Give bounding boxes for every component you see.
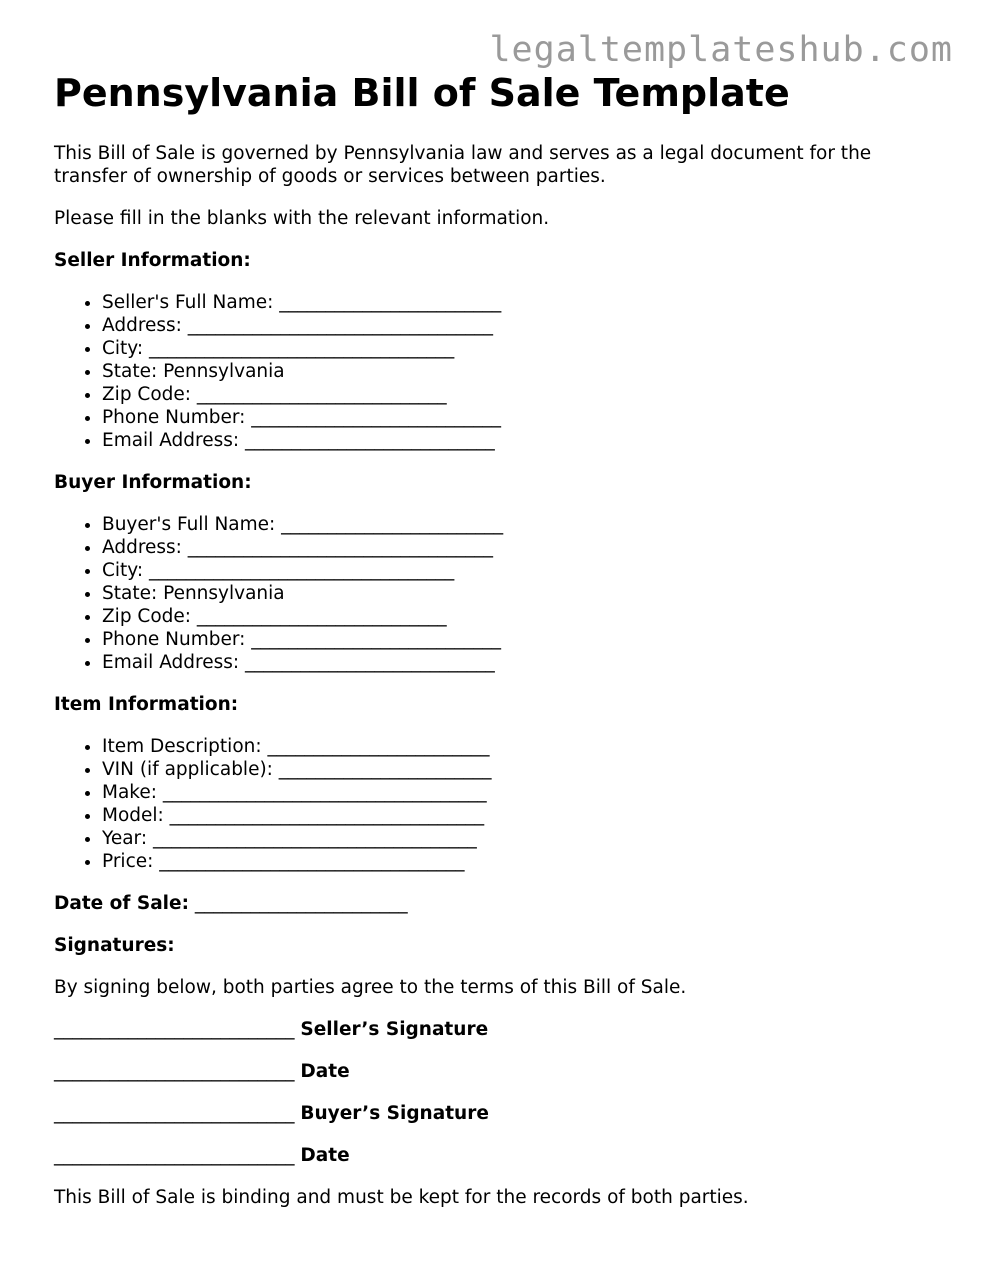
date-of-sale-label: Date of Sale: xyxy=(54,893,189,914)
item-model-field[interactable]: • Model: __________________________________ xyxy=(102,804,934,827)
seller-full-name-field[interactable]: • Seller's Full Name: ________________________ xyxy=(102,291,934,314)
item-list xyxy=(54,735,934,873)
buyer-address-field[interactable]: • Address: _________________________________ xyxy=(102,536,934,559)
closing-paragraph: This Bill of Sale is binding and must be kept for the records of both parties. xyxy=(54,1187,749,1208)
buyer-signature-field[interactable]: __________________________ xyxy=(54,1103,295,1124)
seller-phone-field[interactable]: • Phone Number: ___________________________ xyxy=(102,406,934,429)
seller-city-field[interactable]: • City: _________________________________ xyxy=(102,337,934,360)
item-description-field[interactable]: • Item Description: ________________________ xyxy=(102,735,934,758)
item-heading: Item Information: xyxy=(54,694,239,715)
seller-signature-label: Seller’s Signature xyxy=(300,1019,489,1040)
item-year-field[interactable]: • Year: ___________________________________ xyxy=(102,827,934,850)
buyer-email-field[interactable]: • Email Address: ___________________________ xyxy=(102,651,934,674)
seller-address-field[interactable]: • Address: _________________________________ xyxy=(102,314,934,337)
intro-paragraph: This Bill of Sale is governed by Pennsylvania law and serves as a legal document for the transfer of ownership of goods or services between parties. xyxy=(54,143,872,187)
seller-signature-field[interactable]: __________________________ xyxy=(54,1019,295,1040)
buyer-date-label: Date xyxy=(300,1145,350,1166)
item-vin-field[interactable]: • VIN (if applicable): _______________________ xyxy=(102,758,934,781)
buyer-signature-row xyxy=(54,1102,934,1125)
watermark: legaltemplateshub.com xyxy=(489,30,953,70)
page-title: Pennsylvania Bill of Sale Template xyxy=(54,71,790,115)
seller-heading: Seller Information: xyxy=(54,250,251,271)
instructions-paragraph: Please fill in the blanks with the relevant information. xyxy=(54,208,550,229)
buyer-date-field[interactable]: __________________________ xyxy=(54,1145,295,1166)
buyer-zip-field[interactable]: • Zip Code: ___________________________ xyxy=(102,605,934,628)
seller-date-row xyxy=(54,1060,934,1083)
buyer-date-row xyxy=(54,1144,934,1167)
seller-zip-field[interactable]: • Zip Code: ___________________________ xyxy=(102,383,934,406)
item-price-field[interactable]: • Price: _________________________________ xyxy=(102,850,934,873)
date-of-sale-field[interactable]: _______________________ xyxy=(194,893,408,914)
buyer-full-name-field[interactable]: • Buyer's Full Name: ________________________ xyxy=(102,513,934,536)
seller-email-field[interactable]: • Email Address: ___________________________ xyxy=(102,429,934,452)
document-body xyxy=(54,70,934,1209)
signatures-heading: Signatures: xyxy=(54,935,175,956)
buyer-list xyxy=(54,513,934,674)
buyer-heading: Buyer Information: xyxy=(54,472,252,493)
date-of-sale-row xyxy=(54,892,934,915)
signatures-statement: By signing below, both parties agree to the terms of this Bill of Sale. xyxy=(54,977,687,998)
seller-date-field[interactable]: __________________________ xyxy=(54,1061,295,1082)
buyer-phone-field[interactable]: • Phone Number: ___________________________ xyxy=(102,628,934,651)
buyer-state: • State: Pennsylvania xyxy=(102,582,934,605)
buyer-signature-label: Buyer’s Signature xyxy=(300,1103,489,1124)
seller-signature-row xyxy=(54,1018,934,1041)
seller-state: • State: Pennsylvania xyxy=(102,360,934,383)
seller-date-label: Date xyxy=(300,1061,350,1082)
item-make-field[interactable]: • Make: ___________________________________ xyxy=(102,781,934,804)
seller-list xyxy=(54,291,934,452)
buyer-city-field[interactable]: • City: _________________________________ xyxy=(102,559,934,582)
